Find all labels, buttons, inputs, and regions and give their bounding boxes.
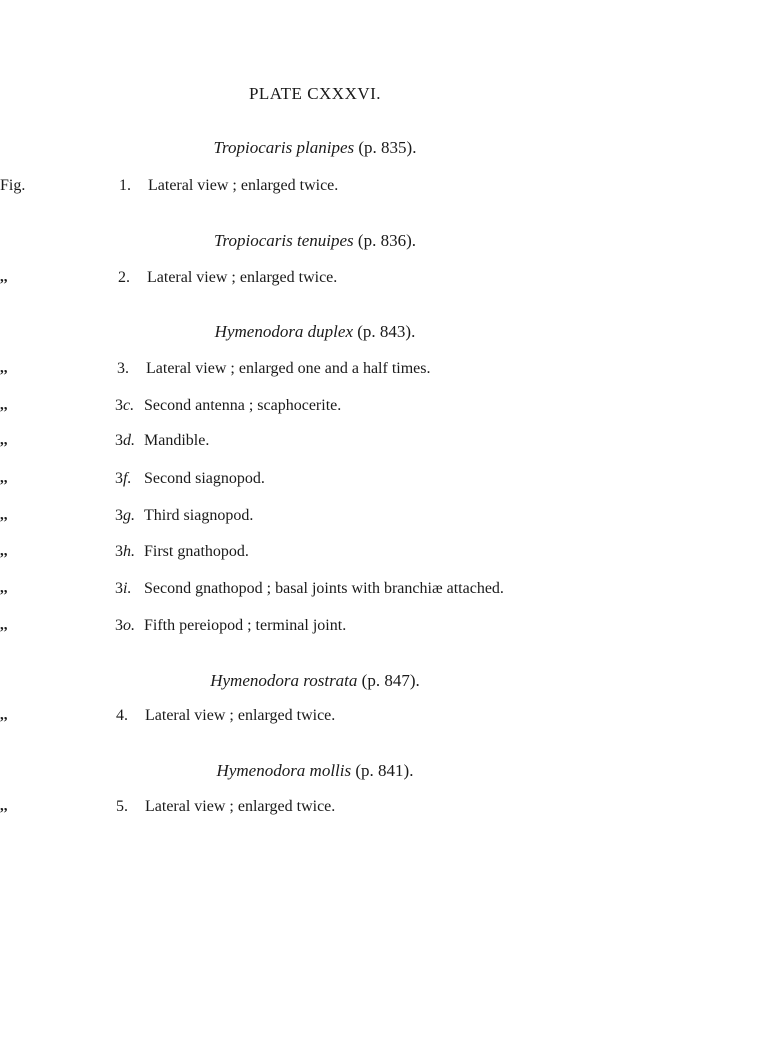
- figure-number: 3f.: [115, 470, 132, 487]
- ditto-mark: ,,: [0, 617, 8, 633]
- ditto-mark: ,,: [0, 397, 8, 413]
- figure-number: 3c.: [115, 397, 135, 414]
- ditto-mark: ,,: [0, 507, 8, 523]
- ditto-mark: ,,: [0, 580, 8, 596]
- species-heading-tropiocaris-planipes: [0, 138, 630, 158]
- figure-description: Second gnathopod ; basal joints with branchiæ attached.: [144, 580, 504, 597]
- figure-number: 3h.: [115, 543, 135, 560]
- page-reference: (p. 843).: [357, 322, 416, 341]
- figure-description: Lateral view ; enlarged one and a half times.: [146, 360, 431, 377]
- species-heading-hymenodora-duplex: [0, 322, 630, 342]
- page-reference: (p. 847).: [361, 671, 420, 690]
- figure-description: Fifth pereiopod ; terminal joint.: [144, 617, 347, 634]
- page-reference: (p. 835).: [358, 138, 417, 157]
- figure-number: 3.: [117, 360, 129, 377]
- ditto-mark: ,,: [0, 269, 8, 285]
- page-reference: (p. 841).: [355, 761, 414, 780]
- species-heading-hymenodora-mollis: [0, 761, 630, 781]
- figure-description: Third siagnopod.: [144, 507, 254, 524]
- species-heading-tropiocaris-tenuipes: [0, 231, 630, 251]
- species-name: Hymenodora duplex: [214, 322, 353, 341]
- ditto-mark: ,,: [0, 798, 8, 814]
- figure-number: 5.: [116, 798, 128, 815]
- figure-number: 2.: [118, 269, 130, 286]
- species-name: Tropiocaris planipes: [213, 138, 355, 157]
- figure-description: Second siagnopod.: [144, 470, 265, 487]
- ditto-mark: ,,: [0, 470, 8, 486]
- ditto-mark: ,,: [0, 360, 8, 376]
- page-reference: (p. 836).: [357, 231, 416, 250]
- figure-number: 3i.: [115, 580, 132, 597]
- figure-description: Second antenna ; scaphocerite.: [144, 397, 342, 414]
- figure-number: 3d.: [115, 432, 135, 449]
- figure-prefix: Fig.: [0, 177, 26, 194]
- figure-description: Lateral view ; enlarged twice.: [147, 269, 338, 286]
- figure-description: Lateral view ; enlarged twice.: [148, 177, 339, 194]
- ditto-mark: ,,: [0, 432, 8, 448]
- figure-description: Lateral view ; enlarged twice.: [145, 798, 336, 815]
- species-name: Tropiocaris tenuipes: [214, 231, 354, 250]
- ditto-mark: ,,: [0, 543, 8, 559]
- figure-description: First gnathopod.: [144, 543, 249, 560]
- ditto-mark: ,,: [0, 707, 8, 723]
- figure-number: 3g.: [115, 507, 135, 524]
- plate-title: PLATE CXXXVI.: [248, 84, 382, 103]
- species-name: Hymenodora rostrata: [210, 671, 358, 690]
- figure-number: 1.: [119, 177, 131, 194]
- species-heading-hymenodora-rostrata: [0, 671, 630, 691]
- figure-description: Lateral view ; enlarged twice.: [145, 707, 336, 724]
- species-name: Hymenodora mollis: [216, 761, 352, 780]
- figure-number: 4.: [116, 707, 128, 724]
- figure-description: Mandible.: [144, 432, 210, 449]
- figure-number: 3o.: [115, 617, 135, 634]
